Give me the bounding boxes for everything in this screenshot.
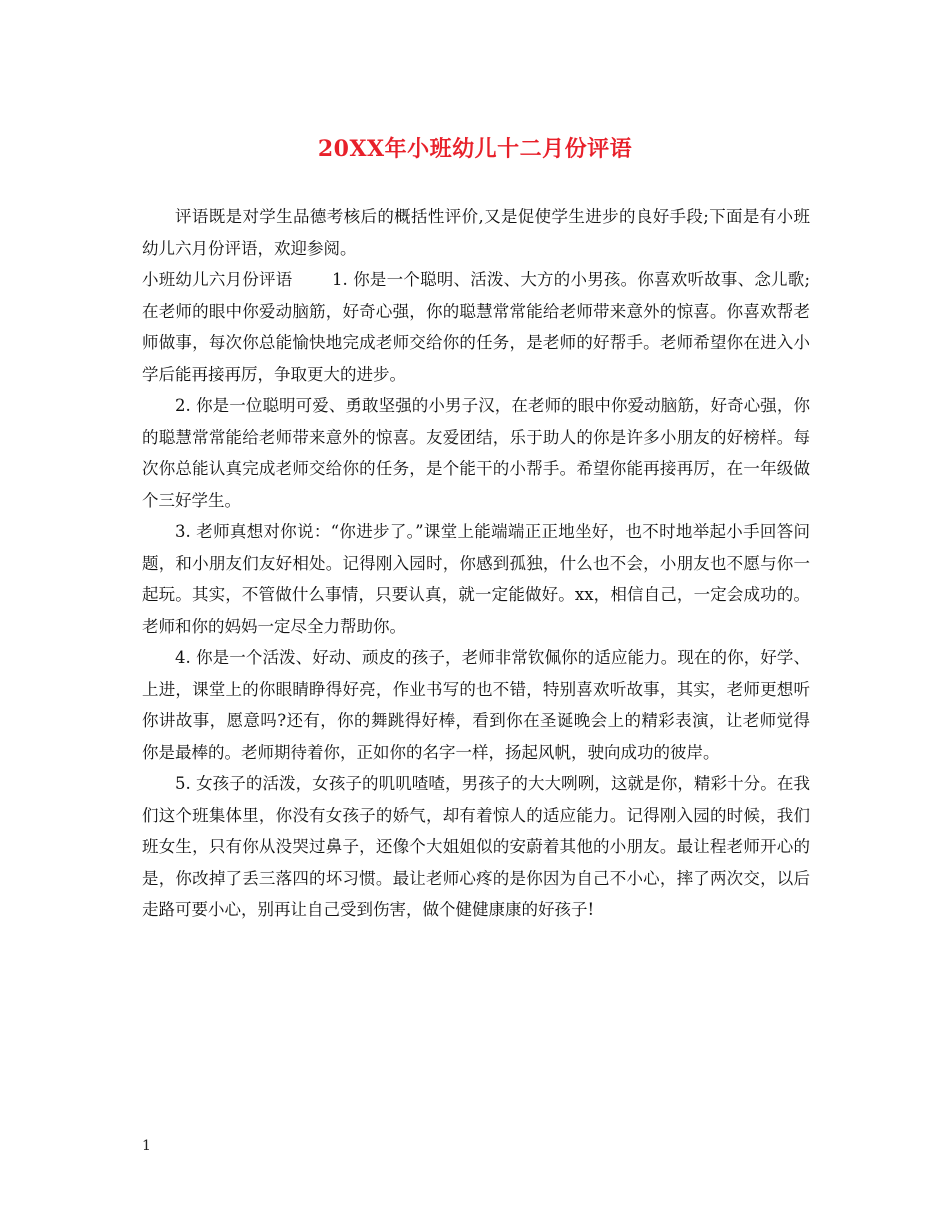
- item-2: 2. 你是一位聪明可爱、勇敢坚强的小男子汉，在老师的眼中你爱动脑筋，好奇心强，你的聪慧常常能给老师带来意外的惊喜。友爱团结，乐于助人的你是许多小朋友的好榜样。每次你总能认真完成老师交给你的任务，是个能干的小帮手。希望你能再接再厉，在一年级做个三好学生。: [142, 396, 810, 510]
- document-body: [142, 201, 810, 926]
- section-heading: 小班幼儿六月份评语: [142, 270, 293, 289]
- item-5: 5. 女孩子的活泼，女孩子的叽叽喳喳，男孩子的大大咧咧，这就是你，精彩十分。在我们这个班集体里，你没有女孩子的娇气，却有着惊人的适应能力。记得刚入园的时候，我们班女生，只有你从没哭过鼻子，还像个大姐姐似的安蔚着其他的小朋友。最让程老师开心的是，你改掉了丢三落四的坏习惯。最让老师心疼的是你因为自己不小心，摔了两次交，以后走路可要小心，别再让自己受到伤害，做个健健康康的好孩子!: [142, 774, 810, 919]
- page-number: 1: [142, 1138, 151, 1154]
- item-1: 1. 你是一个聪明、活泼、大方的小男孩。你喜欢听故事、念儿歌;在老师的眼中你爱动脑筋，好奇心强，你的聪慧常常能给老师带来意外的惊喜。你喜欢帮老师做事，每次你总能愉快地完成老师交给你的任务，是老师的好帮手。老师希望你在进入小学后能再接再厉，争取更大的进步。: [142, 270, 811, 384]
- first-item-paragraph: [142, 264, 810, 390]
- item-3: 3. 老师真想对你说：“你进步了。”课堂上能端端正正地坐好，也不时地举起小手回答问题，和小朋友们友好相处。记得刚入园时，你感到孤独，什么也不会，小朋友也不愿与你一起玩。其实，不管做什么事情，只要认真，就一定能做好。xx，相信自己，一定会成功的。老师和你的妈妈一定尽全力帮助你。: [142, 522, 810, 636]
- item-4: 4. 你是一个活泼、好动、顽皮的孩子，老师非常钦佩你的适应能力。现在的你，好学、上进，课堂上的你眼睛睁得好亮，作业书写的也不错，特别喜欢听故事，其实，老师更想听你讲故事，愿意吗?还有，你的舞跳得好棒，看到你在圣诞晚会上的精彩表演，让老师觉得你是最棒的。老师期待着你，正如你的名字一样，扬起风帆，驶向成功的彼岸。: [142, 648, 810, 762]
- document-title: 20XX年小班幼儿十二月份评语: [317, 136, 633, 162]
- intro-paragraph: 评语既是对学生品德考核后的概括性评价,又是促使学生进步的良好手段;下面是有小班幼儿六月份评语，欢迎参阅。: [142, 207, 810, 258]
